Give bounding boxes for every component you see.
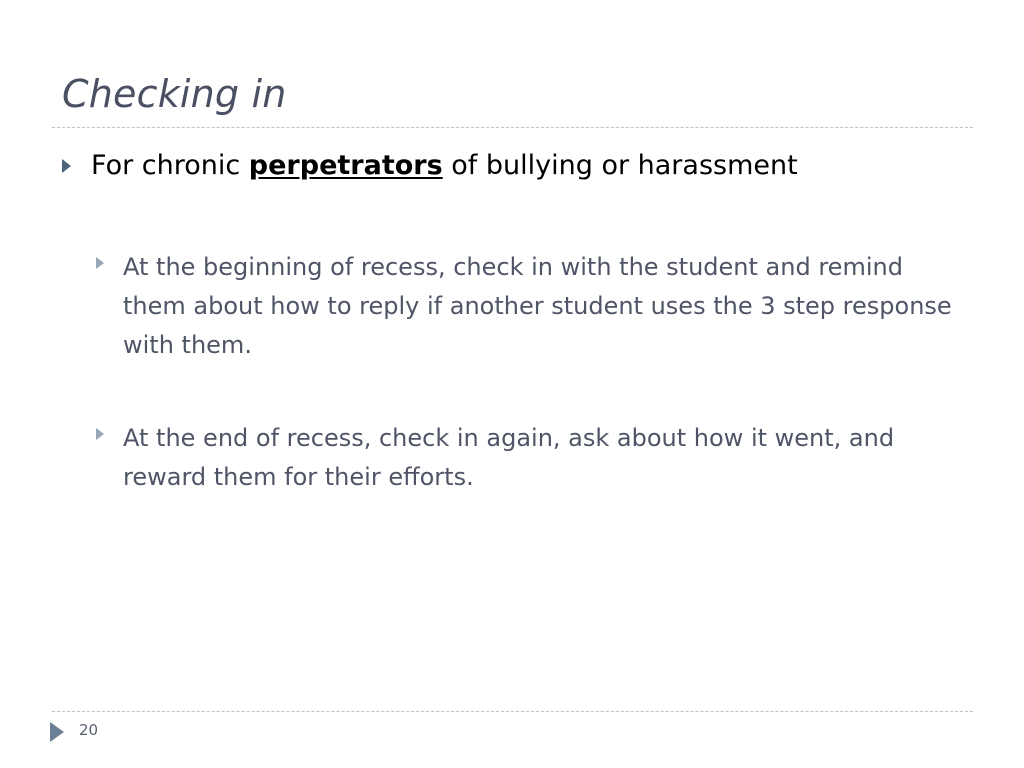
footer-divider <box>52 711 973 712</box>
title-divider <box>52 127 973 128</box>
sub-bullet-text: At the beginning of recess, check in with the student and remind them about how to reply if another student uses the 3 step response with them. <box>123 253 952 359</box>
main-bullet-emphasis: perpetrators <box>248 150 443 181</box>
sub-bullet-text: At the end of recess, check in again, ask about how it went, and reward them for their efforts. <box>123 424 895 491</box>
sub-bullet-end-of-recess <box>96 419 966 497</box>
footer-arrow-icon <box>50 722 64 742</box>
main-bullet-prefix: For chronic <box>91 150 249 181</box>
sub-bullet-arrow-icon <box>96 257 104 269</box>
sub-bullet-arrow-icon <box>96 428 104 440</box>
main-bullet-suffix: of bullying or harassment <box>442 150 798 181</box>
page-number: 20 <box>79 721 99 739</box>
main-bullet-text <box>91 150 798 182</box>
main-bullet <box>62 150 962 182</box>
sub-bullet-start-of-recess <box>96 248 966 365</box>
slide-title: Checking in <box>62 72 287 116</box>
bullet-arrow-icon <box>62 159 71 173</box>
